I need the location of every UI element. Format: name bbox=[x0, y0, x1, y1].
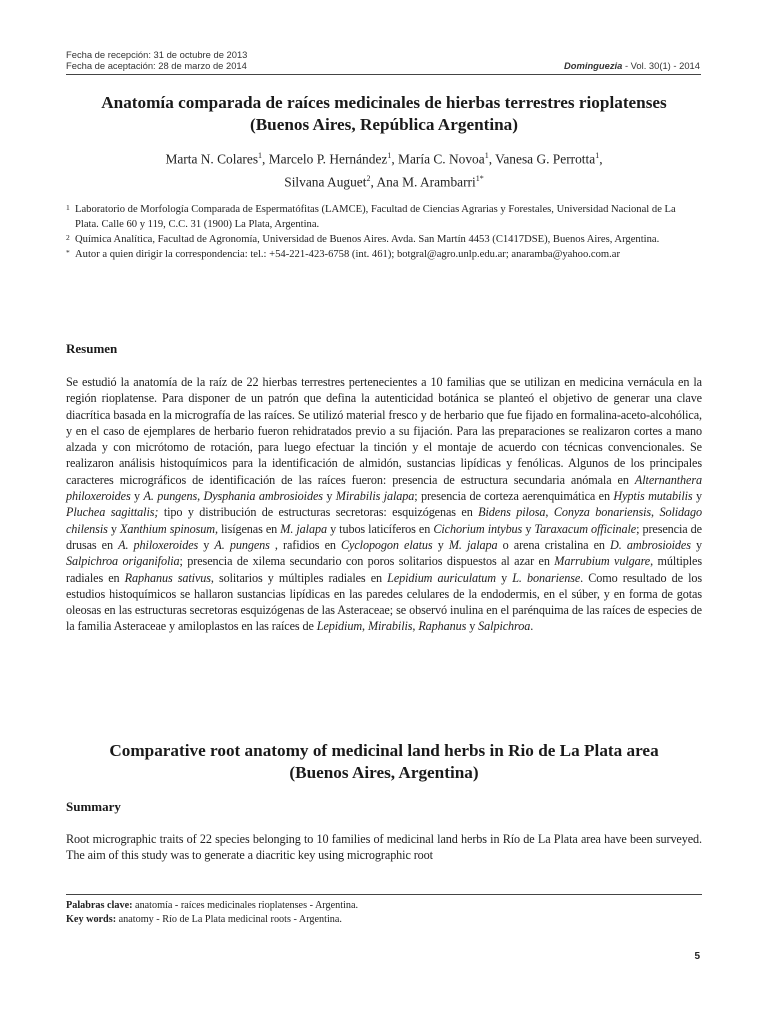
affiliations bbox=[66, 202, 702, 262]
species-name: A. pungens bbox=[143, 489, 198, 504]
author-affiliation-mark: 1 bbox=[484, 151, 489, 160]
affiliation-text: Química Analítica, Facultad de Agronomía, Universidad de Buenos Aires. Avda. San Martín 4453 (C1417DSE), Buenos Aires, Argentina. bbox=[75, 234, 660, 245]
authors-line2: Silvana Auguet$^2$, Ana M. Arambarri$^{1*}$ bbox=[284, 174, 484, 190]
affiliation-mark: * bbox=[66, 248, 70, 257]
resumen-text-run: . Como resultado de los estudios histoquímicos se hallaron sustancias lipídicas en las paredes celulares de la endodermis, en el súber, y en forma de gotas oleosas en las estructuras secretoras esquizógenas de las Asteraceae; se observó inulina en el parénquima de las raíces de especies de la familia Asteraceae y amiloplastos en las raíces de bbox=[66, 570, 703, 634]
species-name: Mirabilis bbox=[367, 619, 413, 634]
species-name: Raphanus bbox=[418, 619, 467, 634]
affiliation-item bbox=[66, 202, 702, 232]
species-name: D. ambrosioides bbox=[610, 537, 691, 552]
title-en-line1: Comparative root anatomy of medicinal land herbs in Rio de La Plata area bbox=[109, 741, 659, 760]
resumen-text-run: tipo y distribución de estructuras secretoras: esquizógenas en bbox=[158, 505, 479, 520]
title-es-line2: (Buenos Aires, República Argentina) bbox=[249, 115, 519, 134]
resumen-text-run: y bbox=[522, 521, 535, 536]
resumen-text-run: , bbox=[362, 619, 368, 634]
affiliation-text: Laboratorio de Morfología Comparada de Espermatófitas (LAMCE), Facultad de Ciencias Agrarias y Forestales, Universidad Nacional de La Plata. Calle 60 y 119, C.C. 31 (1900) La Plata, Argentina. bbox=[75, 204, 676, 230]
page-number: 5 bbox=[694, 951, 700, 962]
affiliation-item bbox=[66, 232, 702, 247]
resumen-text-run: ; presencia de corteza aerenquimática en bbox=[414, 489, 614, 504]
resumen-text-run: y bbox=[496, 570, 513, 585]
title-es-line1: Anatomía comparada de raíces medicinales de hierbas terrestres rioplatenses bbox=[101, 93, 667, 112]
keywords-es-label: Palabras clave: bbox=[66, 900, 133, 911]
species-name: Solidago chilensis bbox=[66, 505, 702, 536]
affiliation-item bbox=[66, 247, 702, 262]
journal-name: Dominguezia bbox=[564, 60, 623, 71]
received-date: Fecha de recepción: 31 de octubre de 2013 bbox=[66, 49, 248, 60]
resumen-text-run: y bbox=[692, 489, 702, 504]
author-affiliation-mark: 1 bbox=[258, 151, 263, 160]
species-name: Conyza bonariensis bbox=[553, 505, 652, 520]
species-name: Alternanthera philoxeroides bbox=[66, 472, 702, 504]
species-name: A. philoxeroides bbox=[118, 537, 199, 552]
species-name: Bidens pilosa bbox=[478, 505, 546, 520]
resumen-body bbox=[66, 374, 702, 635]
author-name: Silvana Auguet bbox=[284, 174, 367, 190]
accepted-date: Fecha de aceptación: 28 de marzo de 2014 bbox=[66, 60, 247, 71]
author-name: Vanesa G. Perrotta bbox=[495, 151, 596, 167]
species-name: M. jalapa bbox=[448, 537, 498, 552]
keywords-es bbox=[66, 899, 358, 913]
author-name: Marta N. Colares bbox=[165, 151, 259, 167]
species-name: Lepidium auriculatum bbox=[387, 570, 496, 585]
resumen-text-run: , bbox=[545, 505, 554, 520]
species-name: Mirabilis jalapa bbox=[335, 489, 415, 504]
keywords-es-text: anatomía - raíces medicinales rioplatenses - Argentina. bbox=[132, 900, 359, 911]
resumen-text-run: Se estudió la anatomía de la raíz de 22 hierbas terrestres pertenecientes a 10 familias que se utilizan en medicina vernácula en la región rioplatense. Para disponer de un patrón que defina la autenticidad botánica se planteó el objetivo de generar una clave diacrítica basada en la micrografía de las raíces. Se utilizó material fresco y de herbario que fue fijado en formalina-aceto-alcohólica, y en el caso de ejemplares de herbario fueron rehidratados previo a su fijación. Para las preparaciones se realizaron cortes a mano alzada y con micrótomo de rotación, para luego efectuar la tinción y el montaje de acuerdo con técnicas convencionales. Se realizaron análisis histoquímicos para la identificación de almidón, sustancias lipídicas y fenólicas. Algunos de los principales caracteres micrográficos de identificación de las raíces fueron: presencia de estructura secundaria anómala en bbox=[66, 375, 702, 487]
title-en-line2: (Buenos Aires, Argentina) bbox=[289, 763, 479, 782]
resumen-text-run: y bbox=[322, 489, 336, 504]
resumen-text-run: ; presencia de xilema secundario con poros solitarios dispuestos al azar en bbox=[179, 554, 555, 569]
species-name: A. pungens bbox=[214, 537, 270, 552]
resumen-text-run: y tubos laticíferos en bbox=[326, 521, 434, 536]
resumen-text-run: y bbox=[466, 619, 479, 634]
author-affiliation-mark: 1 bbox=[387, 151, 392, 160]
affiliation-mark: 2 bbox=[66, 233, 70, 242]
resumen-text-run: y bbox=[107, 521, 120, 536]
resumen-text-run: y bbox=[690, 537, 702, 552]
species-name: Raphanus sativus bbox=[124, 570, 211, 585]
species-name: Hyptis mutabilis bbox=[613, 489, 693, 504]
species-name: Dysphania ambrosioides bbox=[203, 489, 323, 504]
species-name: Lepidium bbox=[316, 619, 363, 634]
author-affiliation-mark: 2 bbox=[366, 174, 371, 184]
affiliation-mark: 1 bbox=[66, 203, 70, 212]
summary-paragraph: Root micrographic traits of 22 species belonging to 10 families of medicinal land herbs in Río de La Plata area have been surveyed. The aim of this study was to generate a diacritic key using micrographic root bbox=[66, 832, 702, 863]
keywords-block bbox=[66, 899, 358, 927]
title-es bbox=[60, 92, 708, 136]
author-affiliation-mark: 1* bbox=[475, 174, 484, 184]
submission-dates bbox=[66, 49, 247, 71]
species-name: Salpichroa bbox=[478, 619, 531, 634]
keywords-en-label: Key words: bbox=[66, 914, 117, 925]
resumen-heading: Resumen bbox=[66, 341, 118, 356]
resumen-text-run: o arena cristalina en bbox=[497, 537, 611, 552]
resumen-text-run: y bbox=[198, 537, 215, 552]
resumen-text-run: , lisígenas en bbox=[214, 521, 281, 536]
resumen-text-run: y bbox=[432, 537, 449, 552]
summary-body bbox=[66, 831, 702, 864]
species-name: Marrubium vulgare bbox=[554, 554, 651, 569]
summary-heading: Summary bbox=[66, 799, 121, 814]
species-name: Salpichroa origanifolia bbox=[66, 554, 180, 569]
resumen-text-run: ; presencia de drusas en bbox=[66, 521, 702, 552]
resumen-text-run: y bbox=[130, 489, 144, 504]
journal-citation bbox=[564, 60, 700, 71]
species-name: L. bonariense bbox=[512, 570, 581, 585]
authors-line1: Marta N. Colares$^1$, Marcelo P. Hernández$^1$, María C. Novoa$^1$, Vanesa G. Perrotta$^1$, bbox=[165, 151, 603, 167]
author-list bbox=[60, 146, 708, 193]
affiliation-text: Autor a quien dirigir la correspondencia: tel.: +54-221-423-6758 (int. 461); botgral@agro.unlp.edu.ar; anaramba@yahoo.com.ar bbox=[75, 249, 621, 260]
species-name: M. jalapa bbox=[280, 521, 327, 536]
resumen-text-run: , rafidios en bbox=[269, 537, 342, 552]
resumen-paragraph bbox=[66, 374, 702, 635]
species-name: Cichorium intybus bbox=[433, 521, 523, 536]
journal-volume: - Vol. 30(1) - 2014 bbox=[622, 60, 700, 71]
keywords-en-text: anatomy - Río de La Plata medicinal roots - Argentina. bbox=[116, 914, 342, 925]
author-name: Ana M. Arambarri bbox=[376, 174, 476, 190]
resumen-text-run: , solitarios y múltiples radiales en bbox=[210, 570, 388, 585]
author-name: María C. Novoa bbox=[398, 151, 485, 167]
species-name: Cyclopogon elatus bbox=[341, 537, 433, 552]
species-name: Pluchea sagittalis; bbox=[66, 505, 159, 520]
author-affiliation-mark: 1 bbox=[595, 151, 600, 160]
keywords-rule bbox=[66, 894, 702, 895]
species-name: Taraxacum officinale bbox=[534, 521, 637, 536]
keywords-en bbox=[66, 913, 358, 927]
resumen-text-run: , bbox=[651, 505, 660, 520]
resumen-text-run: . bbox=[530, 619, 534, 634]
title-en bbox=[60, 740, 708, 784]
species-name: Xanthium spinosum bbox=[119, 521, 215, 536]
author-name: Marcelo P. Hernández bbox=[268, 151, 388, 167]
resumen-text-run: , bbox=[412, 619, 419, 634]
resumen-text-run: , múltiples radiales en bbox=[66, 554, 702, 585]
resumen-text-run: , bbox=[197, 489, 204, 504]
header-rule bbox=[66, 74, 701, 75]
